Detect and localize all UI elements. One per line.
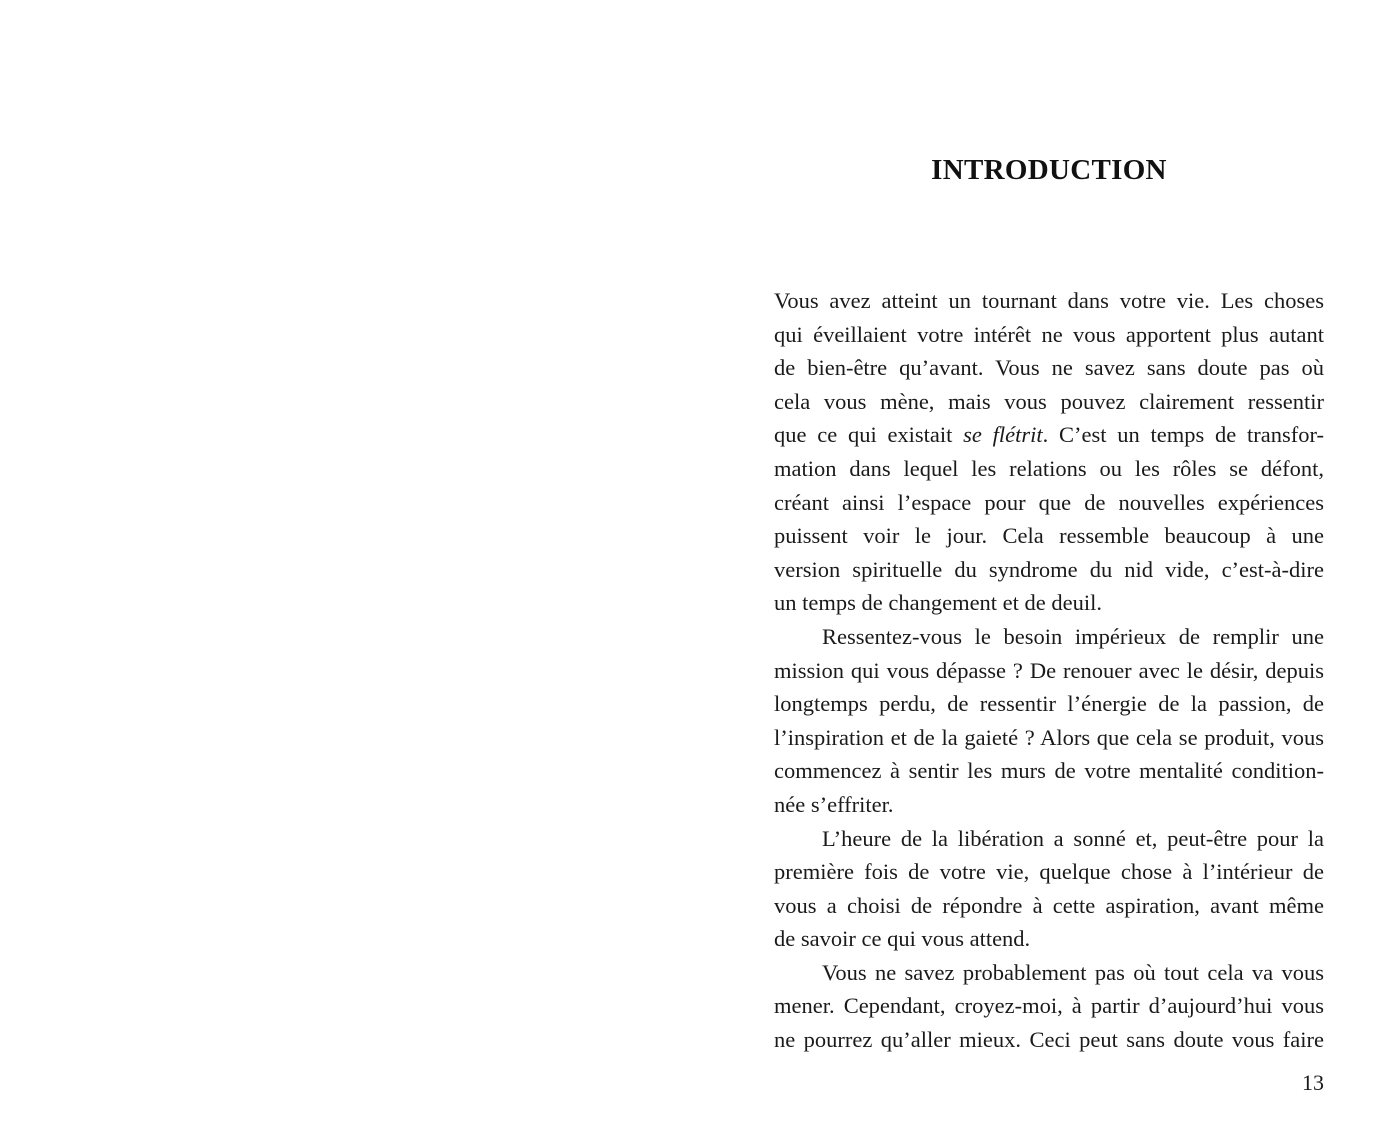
emphasis-text: se flétrit xyxy=(963,422,1043,448)
text-line: mener. Cependant, croyez-moi, à partir d’aujourd’hui vous xyxy=(774,993,1324,1019)
text-line: Vous ne savez probablement pas où tout cela va vous xyxy=(822,959,1324,985)
text-line: l’inspiration et de la gaieté ? Alors que cela se produit, vous xyxy=(774,724,1324,750)
text-segment: que ce qui existait xyxy=(774,422,964,448)
chapter-title: INTRODUCTION xyxy=(931,154,1167,186)
text-line: ne pourrez qu’aller mieux. Ceci peut sans doute vous faire xyxy=(774,1027,1324,1053)
text-line: mission qui vous dépasse ? De renouer avec le désir, depuis xyxy=(774,657,1324,683)
text-line: de savoir ce qui vous attend. xyxy=(774,926,1031,952)
text-segment: . C’est un temps de transfor- xyxy=(1042,422,1324,448)
text-line: née s’effriter. xyxy=(774,791,894,817)
text-line: un temps de changement et de deuil. xyxy=(774,590,1103,616)
text-line: de bien-être qu’avant. Vous ne savez sans doute pas où xyxy=(774,355,1324,381)
text-line: version spirituelle du syndrome du nid vide, c’est-à-dire xyxy=(774,556,1324,582)
text-line: qui éveillaient votre intérêt ne vous apportent plus autant xyxy=(774,321,1324,347)
text-line: longtemps perdu, de ressentir l’énergie de la passion, de xyxy=(774,691,1324,717)
text-line: mation dans lequel les relations ou les rôles se défont, xyxy=(774,455,1324,481)
text-line: Ressentez-vous le besoin impérieux de remplir une xyxy=(822,623,1324,649)
text-line xyxy=(774,418,1324,452)
text-line: première fois de votre vie, quelque chose à l’intérieur de xyxy=(774,859,1324,885)
body-text xyxy=(774,284,1324,1057)
text-line: L’heure de la libération a sonné et, peut-être pour la xyxy=(822,825,1324,851)
text-line: cela vous mène, mais vous pouvez clairement ressentir xyxy=(774,388,1324,414)
text-line: Vous avez atteint un tournant dans votre vie. Les choses xyxy=(774,288,1324,313)
page-number: 13 xyxy=(1302,1070,1324,1095)
text-line: commencez à sentir les murs de votre mentalité condition- xyxy=(774,758,1324,784)
text-line: puissent voir le jour. Cela ressemble beaucoup à une xyxy=(774,523,1324,549)
text-line: vous a choisi de répondre à cette aspiration, avant même xyxy=(774,892,1324,918)
right-page xyxy=(700,0,1400,1133)
text-line: créant ainsi l’espace pour que de nouvelles expériences xyxy=(774,489,1324,515)
